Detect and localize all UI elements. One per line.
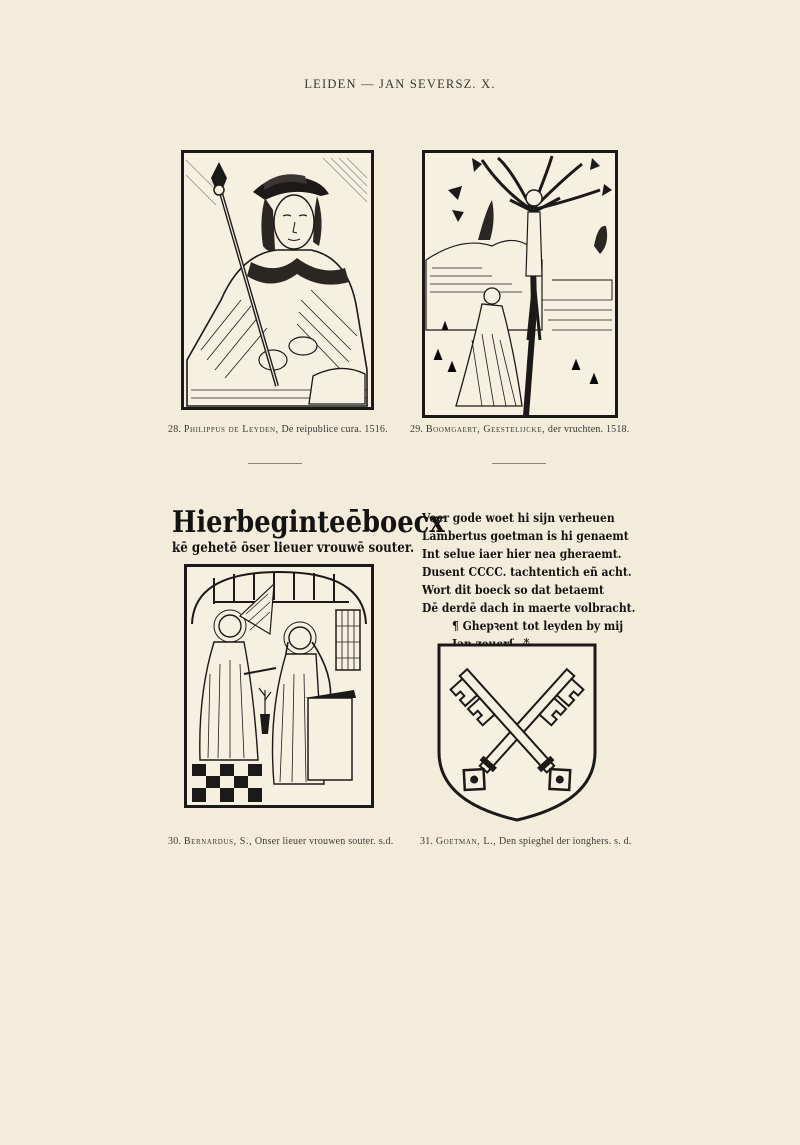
- blackletter-heading: Hierbeginteēboecx: [172, 505, 445, 540]
- figure-caption-29: 29. Boomgaert, Geestelijcke, der vruchten. 1518.: [410, 424, 630, 435]
- running-head: LEIDEN — JAN SEVERSZ. X.: [304, 77, 496, 91]
- colophon-line: Int selue iaer hier nea gheraemt.: [422, 546, 622, 561]
- separator-rule: [248, 463, 302, 464]
- figure-caption-31: 31. Goetman, L., Den spieghel der ionghers. s. d.: [420, 836, 632, 847]
- woodcut-portrait: [181, 150, 374, 410]
- colophon-line: Wort dit boeck so dat betaemt: [422, 582, 604, 597]
- colophon-line: Voer gode woet hi sijn verheuen: [422, 510, 615, 525]
- woodcut-crucifixion-tree: [422, 150, 618, 418]
- figure-caption-30: 30. Bernardus, S., Onser lieuer vrouwen souter. s.d.: [168, 836, 394, 847]
- colophon-line: Dusent CCCC. tachtentich eñ acht.: [422, 564, 632, 579]
- blackletter-subheading: kē gehetē ōser lieuer vrouwē souter.: [172, 540, 415, 556]
- colophon-line: ¶ Ghepꝛent tot leyden by mij: [452, 618, 624, 633]
- separator-rule: [492, 463, 546, 464]
- printer-mark-keys-shield: [436, 642, 598, 822]
- figure-caption-28: 28. Philippus de Leyden, De reipublice cura. 1516.: [168, 424, 388, 435]
- woodcut-annunciation: [184, 564, 374, 808]
- colophon-line: Dē derdē dach in maerte volbracht.: [422, 600, 636, 615]
- colophon-line: Lambertus goetman is hi genaemt: [422, 528, 629, 543]
